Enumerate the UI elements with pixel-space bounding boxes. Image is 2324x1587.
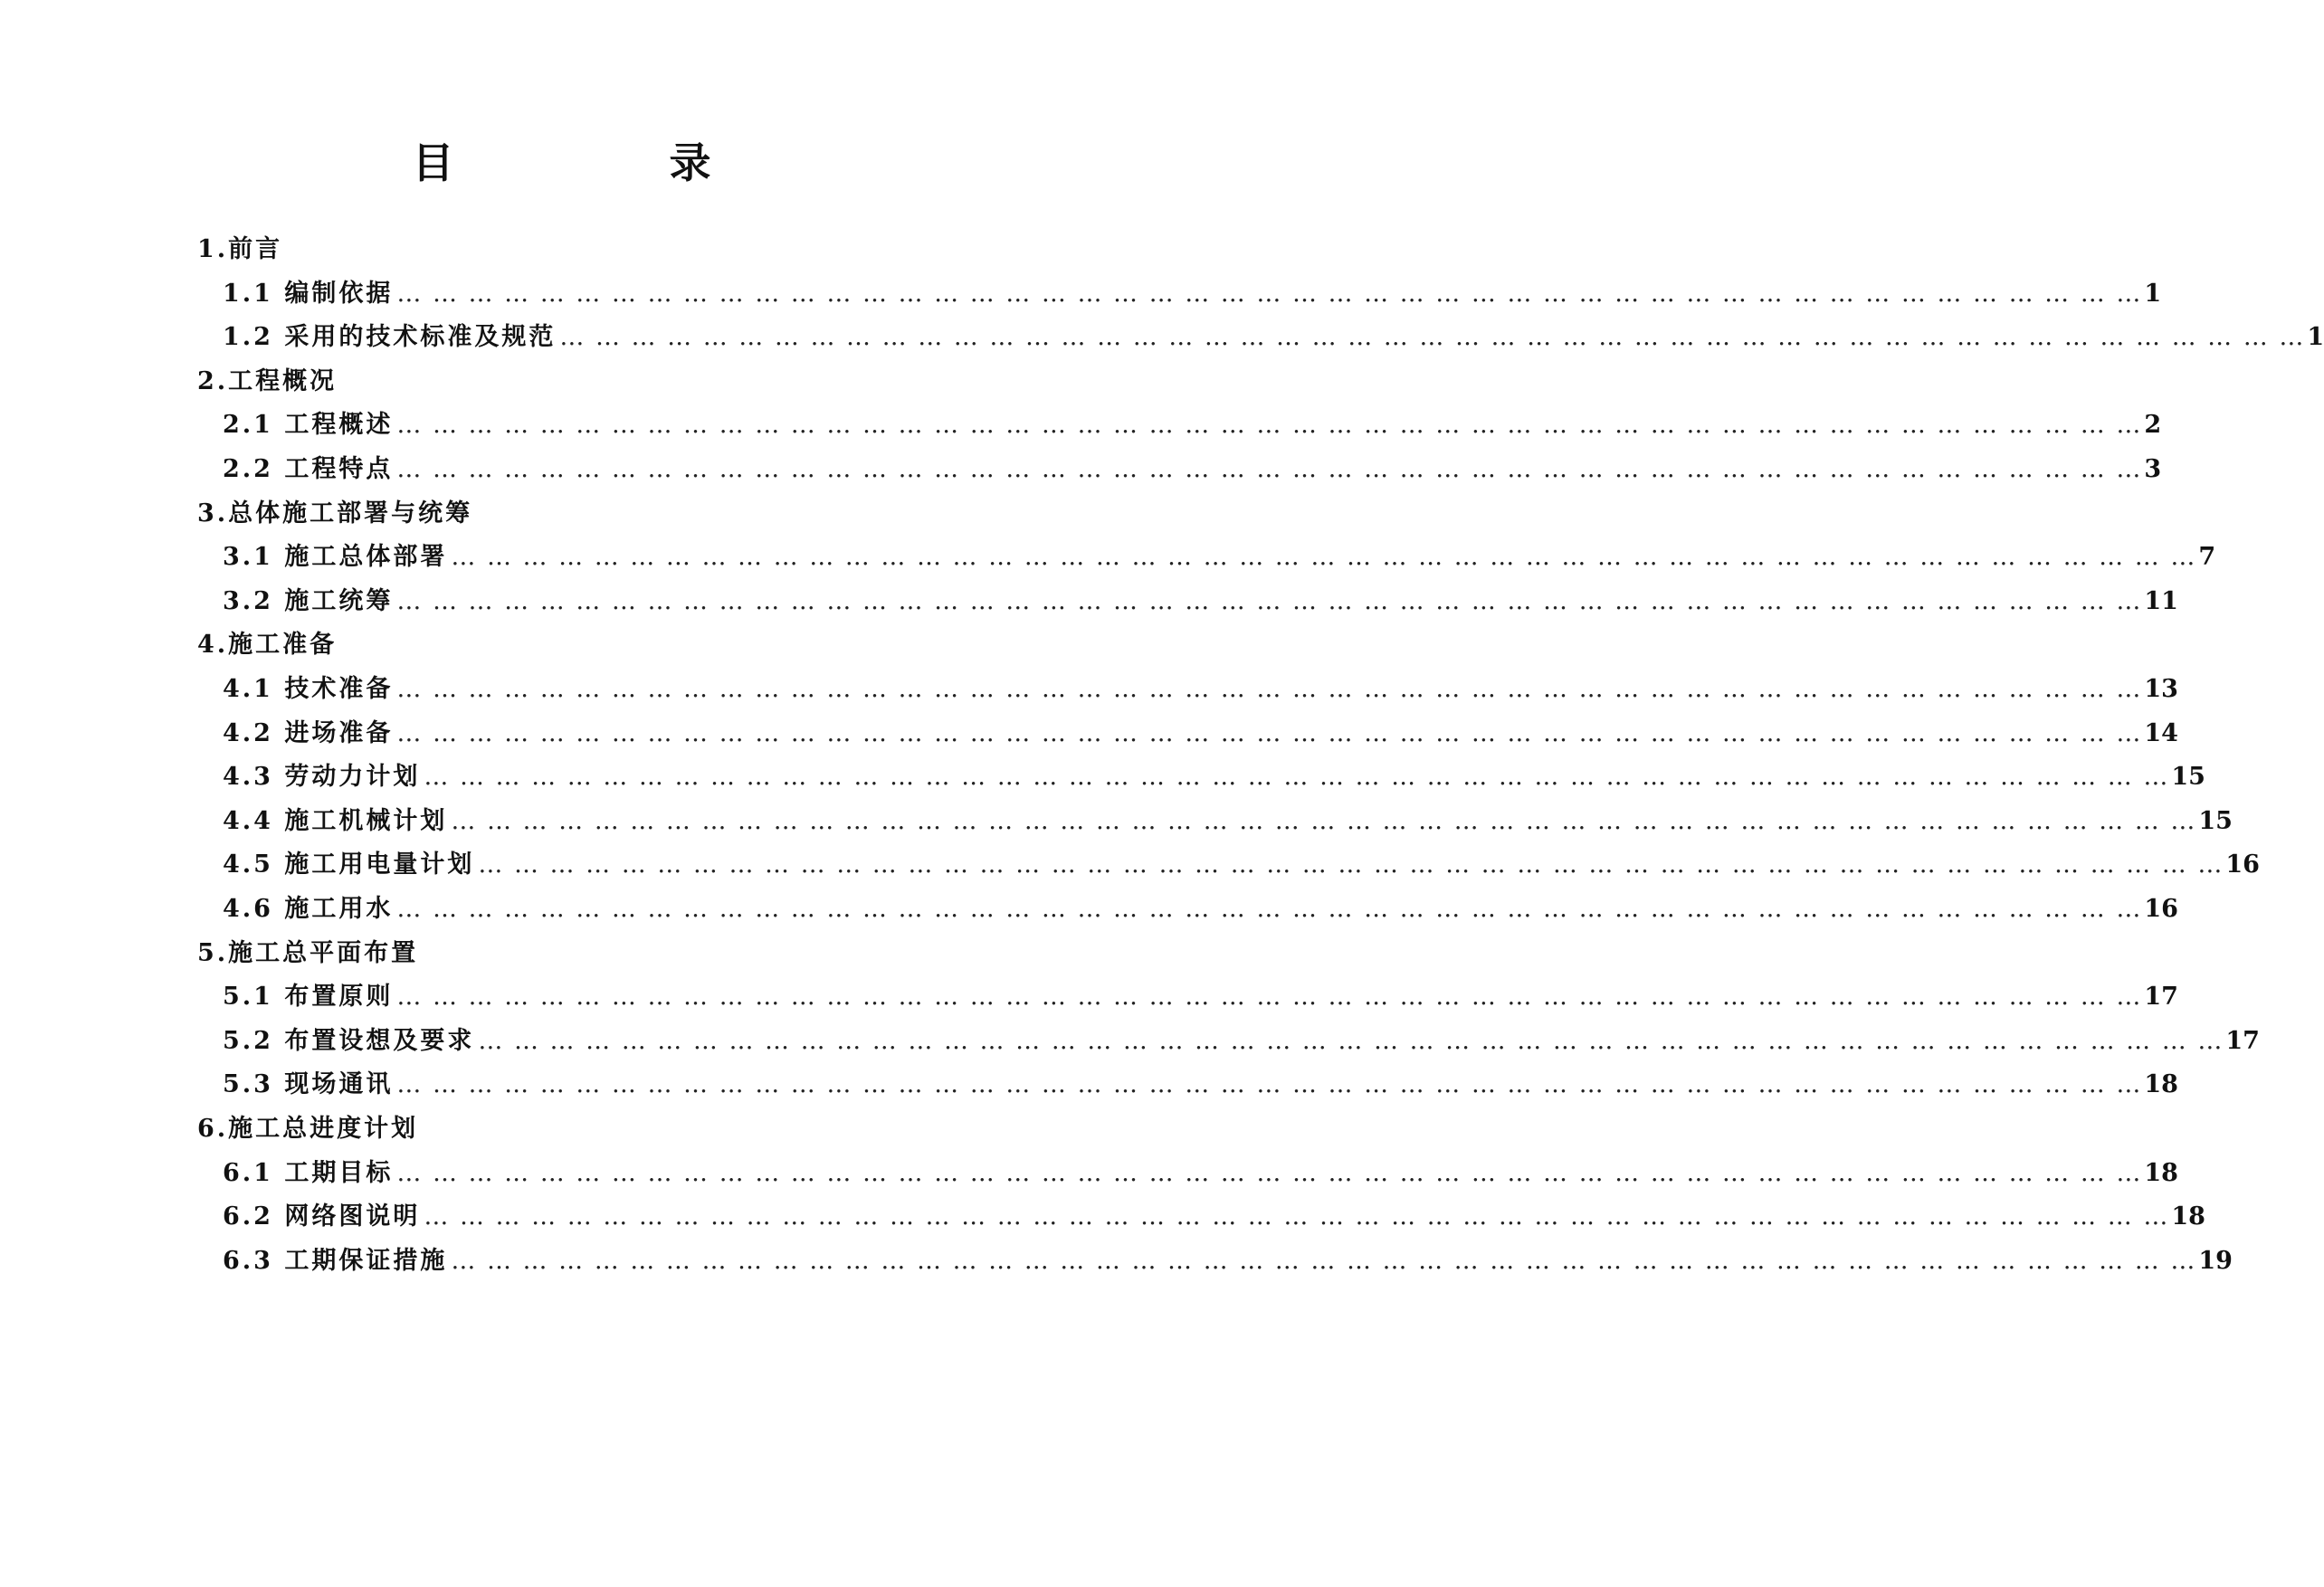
toc-dot-leader: … … … … … … … … … … … … … … … … … … … … … … … … … … … … … … … … … … … … … … … … … … … … … … … … … [478,851,2224,879]
toc-section-entry[interactable] [223,803,2233,840]
toc-dot-leader: … … … … … … … … … … … … … … … … … … … … … … … … … … … … … … … … … … … … … … … … … … … … … … … … … [396,718,2143,747]
toc-section-entry[interactable] [223,1243,2233,1279]
toc-dot-leader: … … … … … … … … … … … … … … … … … … … … … … … … … … … … … … … … … … … … … … … … … … … … … … … … … [559,323,2306,352]
toc-page-number: 15 [2198,806,2233,835]
toc-dot-leader: … … … … … … … … … … … … … … … … … … … … … … … … … … … … … … … … … … … … … … … … … … … … … … … … … [424,1202,2170,1231]
toc-page-number: 14 [2144,718,2178,747]
toc-dot-leader: … … … … … … … … … … … … … … … … … … … … … … … … … … … … … … … … … … … … … … … … … … … … … … … … … [396,586,2143,615]
toc-page-number: 18 [2144,1070,2178,1099]
toc-page-number: 16 [2225,851,2260,879]
toc-chapter-label: 4.施工准备 [197,631,338,660]
toc-page-number: 19 [2198,1246,2233,1275]
page-title: 目 录 [412,138,798,187]
toc-dot-leader: … … … … … … … … … … … … … … … … … … … … … … … … … … … … … … … … … … … … … … … … … … … … … … … … … [451,1246,2197,1275]
toc-page-number: 11 [2144,586,2178,615]
toc-page-number: 15 [2171,763,2205,792]
toc-page-number: 18 [2144,1158,2178,1187]
toc-section-label: 1.1 编制依据 [223,279,394,308]
toc-section-label: 6.3 工期保证措施 [223,1246,448,1275]
toc-chapter-label: 3.总体施工部署与统筹 [197,499,473,527]
toc-dot-leader: … … … … … … … … … … … … … … … … … … … … … … … … … … … … … … … … … … … … … … … … … … … … … … … … … [478,1026,2224,1055]
toc-page-number: 7 [2198,543,2216,572]
toc-page-number: 16 [2144,895,2178,923]
toc-section-entry[interactable] [223,1067,2178,1103]
toc-section-label: 5.2 布置设想及要求 [223,1026,475,1055]
toc-page-number: 1 [2307,323,2324,352]
toc-dot-leader: … … … … … … … … … … … … … … … … … … … … … … … … … … … … … … … … … … … … … … … … … … … … … … … … … [451,543,2197,572]
toc-section-entry[interactable] [223,1023,2260,1060]
toc-section-entry[interactable] [223,979,2178,1015]
toc-chapter-heading[interactable] [197,364,921,400]
toc-dot-leader: … … … … … … … … … … … … … … … … … … … … … … … … … … … … … … … … … … … … … … … … … … … … … … … … … [396,411,2143,440]
toc-chapter-label: 1.前言 [197,235,283,263]
toc-chapter-heading[interactable] [197,1111,921,1147]
toc-page-number: 18 [2171,1202,2205,1231]
toc-section-entry[interactable] [223,451,2162,488]
toc-page-number: 3 [2144,455,2162,483]
toc-section-label: 5.1 布置原则 [223,983,394,1012]
toc-chapter-heading[interactable] [197,627,921,663]
toc-section-label: 4.5 施工用电量计划 [223,851,475,879]
toc-chapter-heading[interactable] [197,232,921,268]
toc-section-label: 6.1 工期目标 [223,1158,394,1187]
toc-dot-leader: … … … … … … … … … … … … … … … … … … … … … … … … … … … … … … … … … … … … … … … … … … … … … … … … … [396,675,2143,703]
toc-chapter-heading[interactable] [197,496,921,532]
toc-dot-leader: … … … … … … … … … … … … … … … … … … … … … … … … … … … … … … … … … … … … … … … … … … … … … … … … … [396,1158,2143,1187]
toc-page-number: 13 [2144,675,2178,703]
toc-chapter-heading[interactable] [197,936,921,972]
toc-dot-leader: … … … … … … … … … … … … … … … … … … … … … … … … … … … … … … … … … … … … … … … … … … … … … … … … … [396,895,2143,923]
toc-section-entry[interactable] [223,1155,2178,1192]
toc-section-label: 4.2 进场准备 [223,718,394,747]
toc-section-entry[interactable] [223,891,2178,927]
toc-dot-leader: … … … … … … … … … … … … … … … … … … … … … … … … … … … … … … … … … … … … … … … … … … … … … … … … … [424,763,2170,792]
toc-dot-leader: … … … … … … … … … … … … … … … … … … … … … … … … … … … … … … … … … … … … … … … … … … … … … … … … … [451,806,2197,835]
toc-section-label: 2.2 工程特点 [223,455,394,483]
toc-dot-leader: … … … … … … … … … … … … … … … … … … … … … … … … … … … … … … … … … … … … … … … … … … … … … … … … … [396,279,2143,308]
toc-chapter-label: 6.施工总进度计划 [197,1115,419,1143]
toc-section-label: 4.4 施工机械计划 [223,806,448,835]
toc-chapter-label: 5.施工总平面布置 [197,938,419,967]
toc-section-entry[interactable] [223,407,2162,443]
toc-section-entry[interactable] [223,276,2162,312]
toc-section-entry[interactable] [223,671,2178,708]
toc-dot-leader: … … … … … … … … … … … … … … … … … … … … … … … … … … … … … … … … … … … … … … … … … … … … … … … … … [396,455,2143,483]
toc-section-entry[interactable] [223,319,2324,356]
toc-section-label: 2.1 工程概述 [223,411,394,440]
toc-dot-leader: … … … … … … … … … … … … … … … … … … … … … … … … … … … … … … … … … … … … … … … … … … … … … … … … … [396,983,2143,1012]
toc-page-number: 1 [2144,279,2162,308]
toc-section-label: 6.2 网络图说明 [223,1202,421,1231]
toc-section-label: 4.1 技术准备 [223,675,394,703]
toc-section-label: 4.3 劳动力计划 [223,763,421,792]
toc-page-number: 17 [2225,1026,2260,1055]
toc-section-entry[interactable] [223,539,2216,575]
toc-section-label: 1.2 采用的技术标准及规范 [223,323,557,352]
toc-page-number: 17 [2144,983,2178,1012]
toc-section-label: 3.2 施工统筹 [223,586,394,615]
toc-section-label: 5.3 现场通讯 [223,1070,394,1099]
toc-page-number: 2 [2144,411,2162,440]
toc-section-entry[interactable] [223,1199,2205,1235]
toc-chapter-label: 2.工程概况 [197,366,338,395]
toc-section-entry[interactable] [223,584,2178,620]
toc-section-entry[interactable] [223,759,2205,795]
toc-dot-leader: … … … … … … … … … … … … … … … … … … … … … … … … … … … … … … … … … … … … … … … … … … … … … … … … … [396,1070,2143,1099]
toc-section-entry[interactable] [223,716,2178,752]
toc-section-label: 3.1 施工总体部署 [223,543,448,572]
toc-section-label: 4.6 施工用水 [223,895,394,923]
toc-section-entry[interactable] [223,847,2260,883]
